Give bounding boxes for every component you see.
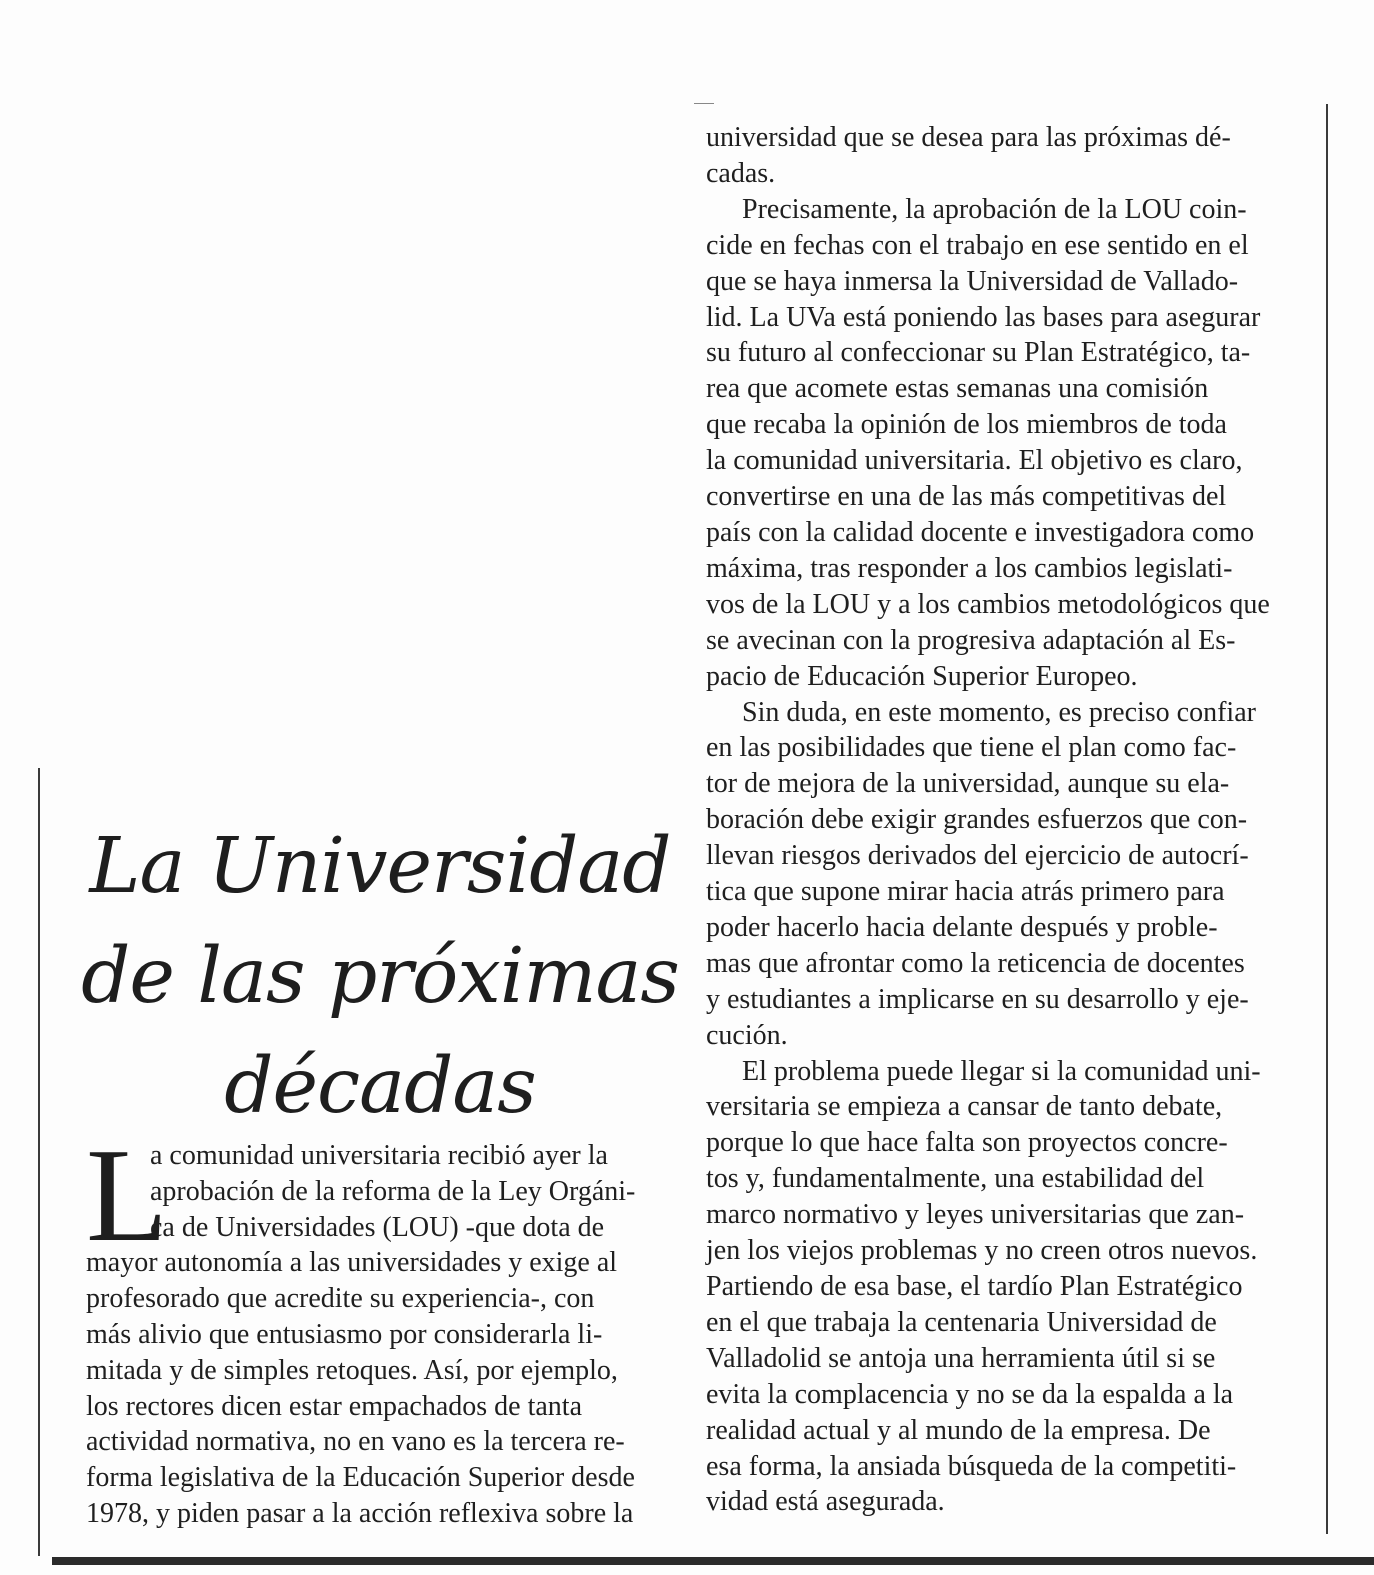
- text-line: aprobación de la reforma de la Ley Orgáni-: [150, 1175, 636, 1207]
- text-line: universidad que se desea para las próximas dé-: [706, 122, 1231, 153]
- text-line: en el que trabaja la centenaria Universidad de: [706, 1306, 1217, 1338]
- text-line: tica que supone mirar hacia atrás primero para: [706, 876, 1225, 908]
- drop-cap: L: [86, 1121, 168, 1269]
- bottom-rule: [52, 1557, 1374, 1565]
- paragraph: [86, 1121, 676, 1532]
- text-line: Partiendo de esa base, el tardío Plan Estratégico: [706, 1271, 1243, 1302]
- text-line: cadas.: [706, 157, 776, 189]
- text-line: pacio de Educación Superior Europeo.: [706, 660, 1138, 692]
- headline-line: de las próximas: [81, 932, 679, 1021]
- text-line: vos de la LOU y a los cambios metodológicos que: [706, 588, 1270, 620]
- text-line: mitada y de simples retoques. Así, por ejemplo,: [86, 1354, 618, 1386]
- text-line: realidad actual y al mundo de la empresa. De: [706, 1414, 1211, 1446]
- text-line: cución.: [706, 1019, 788, 1051]
- text-line: actividad normativa, no en vano es la tercera re-: [86, 1426, 625, 1458]
- text-line: convertirse en una de las más competitivas del: [706, 481, 1227, 513]
- paragraph: [706, 1054, 1318, 1521]
- text-line: cide en fechas con el trabajo en ese sentido en el: [706, 229, 1249, 261]
- text-line: se avecinan con la progresiva adaptación al Es-: [706, 624, 1236, 656]
- text-line: poder hacerlo hacia delante después y proble-: [706, 911, 1218, 943]
- headline: [70, 812, 690, 1142]
- text-line: rea que acomete estas semanas una comisión: [706, 373, 1209, 405]
- text-line: más alivio que entusiasmo por considerarla li-: [86, 1318, 603, 1350]
- text-line: 1978, y piden pasar a la acción reflexiva sobre la: [86, 1497, 634, 1529]
- text-line: forma legislativa de la Educación Superior desde: [86, 1462, 635, 1494]
- text-line: esa forma, la ansiada búsqueda de la competiti-: [706, 1450, 1237, 1482]
- text-line: su futuro al confeccionar su Plan Estratégico, ta-: [706, 337, 1251, 369]
- text-line: ca de Universidades (LOU) -que dota de: [150, 1211, 605, 1243]
- text-line: vidad está asegurada.: [706, 1486, 945, 1518]
- text-line: tos y, fundamentalmente, una estabilidad del: [706, 1163, 1205, 1195]
- text-line: evita la complacencia y no se da la espalda a la: [706, 1378, 1234, 1410]
- text-line: mas que afrontar como la reticencia de docentes: [706, 947, 1245, 979]
- text-line: lid. La UVa está poniendo las bases para asegurar: [706, 301, 1261, 333]
- text-line: boración debe exigir grandes esfuerzos que con-: [706, 804, 1248, 836]
- text-line: Valladolid se antoja una herramienta útil si se: [706, 1342, 1216, 1374]
- text-line: porque lo que hace falta son proyectos concre-: [706, 1127, 1228, 1159]
- text-line: El problema puede llegar si la comunidad uni-: [742, 1055, 1261, 1087]
- text-line: llevan riesgos derivados del ejercicio de autocrí-: [706, 840, 1249, 872]
- column-rule-left: [38, 768, 40, 1556]
- text-line: los rectores dicen estar empachados de tanta: [86, 1390, 583, 1422]
- text-line: a comunidad universitaria recibió ayer la: [150, 1140, 608, 1171]
- text-line: tor de mejora de la universidad, aunque su ela-: [706, 768, 1230, 800]
- text-line: versitaria se empieza a cansar de tanto debate,: [706, 1091, 1223, 1123]
- column-rule-right: [1326, 104, 1328, 1534]
- text-line: y estudiantes a implicarse en su desarrollo y eje-: [706, 983, 1249, 1015]
- headline-line: décadas: [224, 1042, 536, 1131]
- text-line: profesorado que acredite su experiencia-, con: [86, 1283, 595, 1315]
- text-line: país con la calidad docente e investigadora como: [706, 516, 1255, 548]
- scan-mark: [694, 103, 714, 104]
- text-line: que se haya inmersa la Universidad de Vallado-: [706, 265, 1239, 297]
- text-line: Precisamente, la aprobación de la LOU coin-: [742, 193, 1247, 225]
- text-line: Sin duda, en este momento, es preciso confiar: [742, 696, 1256, 728]
- paragraph: [706, 120, 1318, 192]
- text-line: en las posibilidades que tiene el plan como fac-: [706, 732, 1237, 764]
- text-line: que recaba la opinión de los miembros de toda: [706, 409, 1227, 441]
- text-line: marco normativo y leyes universitarias que zan-: [706, 1199, 1245, 1231]
- text-line: mayor autonomía a las universidades y exige al: [86, 1247, 618, 1279]
- paragraph: [706, 192, 1318, 695]
- text-line: máxima, tras responder a los cambios legislati-: [706, 552, 1233, 584]
- text-line: jen los viejos problemas y no creen otros nuevos.: [706, 1235, 1258, 1267]
- headline-line: La Universidad: [89, 822, 671, 911]
- text-line: la comunidad universitaria. El objetivo es claro,: [706, 445, 1243, 477]
- paragraph: [706, 695, 1318, 1054]
- right-column: [706, 120, 1318, 1520]
- left-column: [86, 1121, 676, 1532]
